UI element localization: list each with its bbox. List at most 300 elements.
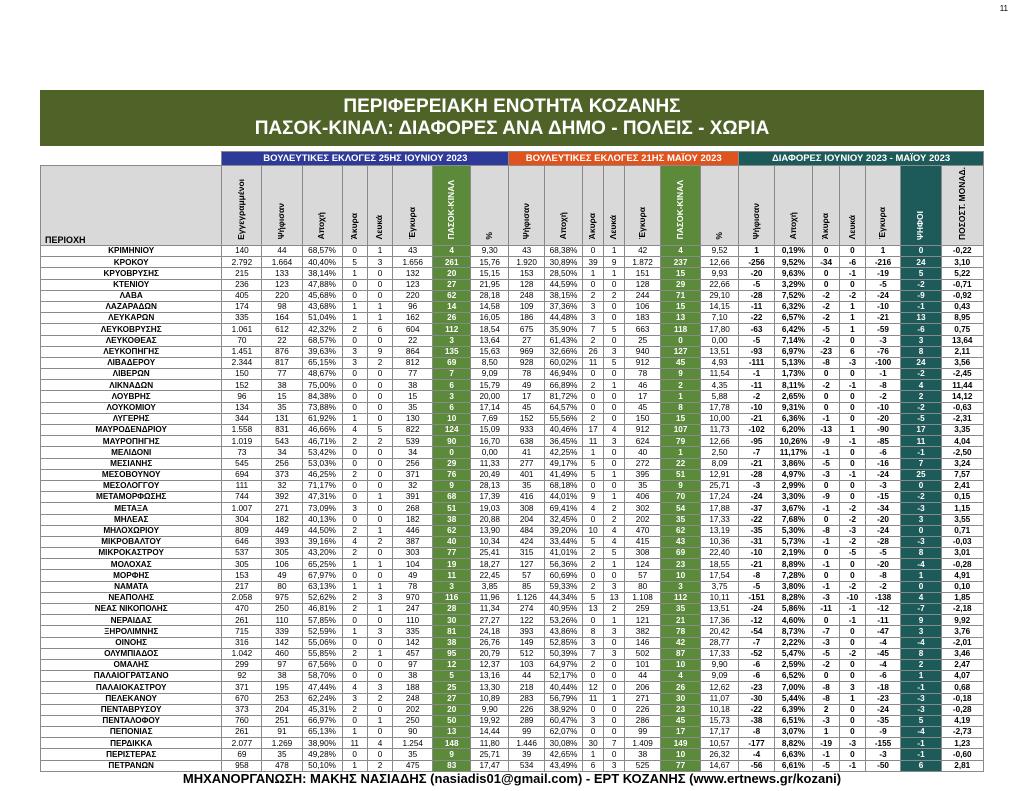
table-cell: -21 [739,458,775,469]
table-cell: 55,85% [302,648,342,659]
area-name-cell: ΚΡΙΜΗΝΙΟΥ [41,246,222,257]
table-cell: 60,47% [545,715,583,726]
table-cell: 3 [433,581,471,592]
table-cell: 817 [262,357,302,368]
table-cell: 1 [604,559,625,570]
table-cell: -24 [865,525,901,536]
table-cell: 37,36% [545,301,583,312]
table-cell: -1 [901,301,941,312]
table-cell: 52,85% [545,637,583,648]
table-cell: 1.108 [625,592,661,603]
table-cell: 0 [840,335,865,346]
table-cell: -13 [812,425,839,436]
footer-credit: ΜΗΧΑΝΟΡΓΑΝΩΣΗ: ΜΑΚΗΣ ΝΑΣΙΑΔΗΣ (nasiadis01@gmail.com) - ΕΡΤ ΚΟΖΑΝΗΣ (www.ertnews.gr/kozani) [182,771,842,786]
table-cell: 3 [367,626,392,637]
column-header-diff-4 [865,166,901,246]
table-cell: 6 [901,760,941,771]
column-header-label: Αποχή [787,212,798,240]
table-cell: 2.792 [222,257,262,268]
table-cell: 28,50% [545,268,583,279]
table-cell: 401 [509,469,545,480]
table-row [41,548,984,559]
table-cell: 35 [393,402,433,413]
table-cell: 20 [433,268,471,279]
table-cell: 415 [625,536,661,547]
table-cell: -34 [865,503,901,514]
table-cell: 20,88 [471,514,509,525]
table-cell: 8,09 [701,458,739,469]
table-cell: 933 [509,425,545,436]
table-cell: 1 [367,559,392,570]
table-cell: 0 [840,727,865,738]
column-header-label: % [483,231,494,240]
table-cell: 1 [583,749,604,760]
table-cell: -3 [865,480,901,491]
table-cell: 70 [661,492,701,503]
table-cell: 47,44% [302,682,342,693]
table-cell: 271 [262,503,302,514]
table-cell: 10,26% [774,436,812,447]
table-cell: 57,85% [302,615,342,626]
table-cell: 3 [342,346,367,357]
table-cell: 3,75 [701,581,739,592]
table-cell: 2 [342,525,367,536]
table-cell: 182 [262,514,302,525]
table-cell: 277 [509,458,545,469]
table-cell: 5 [433,671,471,682]
table-cell: -0,63 [941,402,983,413]
table-row [41,749,984,760]
table-cell: 335 [393,626,433,637]
table-cell: 0 [367,391,392,402]
table-cell: 0 [901,246,941,257]
table-cell: 188 [393,682,433,693]
table-cell: 2 [583,581,604,592]
table-cell: 0,75 [941,324,983,335]
table-cell: 2 [342,592,367,603]
table-cell: 3 [583,715,604,726]
area-name-cell: ΜΕΣΟΒΟΥΝΟΥ [41,469,222,480]
table-cell: 62 [433,290,471,301]
table-row [41,257,984,268]
column-header-diff-0 [739,166,775,246]
table-cell: 64,57% [545,402,583,413]
table-cell: 49 [509,380,545,391]
table-cell: 975 [262,592,302,603]
table-cell: 50,39% [545,648,583,659]
table-cell: 27 [509,335,545,346]
table-cell: 7,52% [774,290,812,301]
table-row [41,492,984,503]
table-cell: 28,18 [471,290,509,301]
results-table [40,151,984,772]
table-cell: 0 [367,727,392,738]
table-cell: 13 [433,727,471,738]
table-cell: 62,24% [302,693,342,704]
table-cell: 148 [433,738,471,749]
table-cell: 484 [509,525,545,536]
table-cell: 13,51 [701,604,739,615]
table-cell: -1 [812,413,839,424]
table-cell: 5 [604,357,625,368]
table-cell: -0,92 [941,290,983,301]
table-cell: -24 [739,492,775,503]
table-cell: -2,45 [941,369,983,380]
table-cell: 0 [342,659,367,670]
table-cell: 2 [367,536,392,547]
table-cell: 9,93 [701,268,739,279]
table-cell: 42 [625,246,661,257]
table-cell: 2 [604,514,625,525]
column-header-area: ΠΕΡΙΟΧΗ [41,166,222,246]
table-cell: 17,36 [701,615,739,626]
table-cell: 46,25% [302,469,342,480]
table-cell: 1 [812,727,839,738]
table-cell: 1 [604,268,625,279]
table-row [41,458,984,469]
table-cell: 537 [222,548,262,559]
table-cell: 0 [604,413,625,424]
table-cell: 11,80 [471,738,509,749]
table-cell: 10 [661,749,701,760]
column-header-label: Άκυρα [348,213,359,240]
table-cell: 0 [342,749,367,760]
table-cell: 9,52% [774,257,812,268]
table-cell: 470 [222,604,262,615]
table-cell: 0 [367,402,392,413]
table-cell: 25 [433,682,471,693]
table-cell: -30 [739,693,775,704]
table-cell: 40,13% [302,514,342,525]
column-header-label: ΠΟΣΟΣΤ. ΜΟΝΑΔ. [956,166,967,240]
table-cell: 29 [661,279,701,290]
table-cell: 14,67 [701,760,739,771]
table-cell: -138 [865,592,901,603]
table-cell: 46,94% [545,369,583,380]
table-cell: 76 [433,469,471,480]
table-cell: -4 [901,559,941,570]
column-header-label: Άκυρα [820,213,831,240]
column-header-label: Λευκά [374,215,385,240]
area-name-cell: ΜΟΡΦΗΣ [41,570,222,581]
table-row [41,301,984,312]
table-cell: 0 [812,615,839,626]
table-cell: 2 [583,413,604,424]
table-cell: -3 [865,335,901,346]
table-cell: 0 [367,570,392,581]
table-cell: 470 [625,525,661,536]
table-cell: 29 [433,458,471,469]
table-cell: 68,57% [302,335,342,346]
table-cell: 110 [262,615,302,626]
table-cell: 0 [604,402,625,413]
table-cell: -9 [812,436,839,447]
area-name-cell: ΠΕΝΤΑΛΟΦΟΥ [41,715,222,726]
table-cell: 11 [342,738,367,749]
table-cell: 84,38% [302,391,342,402]
column-header-label: Ψήφισαν [750,203,761,240]
table-cell: 3,10 [941,257,983,268]
table-cell: 261 [222,727,262,738]
table-cell: 0 [840,671,865,682]
table-cell: 373 [262,469,302,480]
table-cell: 97 [262,659,302,670]
table-cell: 77 [661,760,701,771]
table-cell: 42,32% [302,324,342,335]
table-row [41,425,984,436]
table-cell: 3 [901,514,941,525]
table-cell: 8 [901,548,941,559]
table-cell: 876 [262,346,302,357]
column-header-label: % [713,231,724,240]
table-cell: 5 [342,257,367,268]
table-cell: 694 [222,469,262,480]
table-cell: -3 [901,704,941,715]
table-cell: 4,97% [774,469,812,480]
table-cell: 90 [393,727,433,738]
table-cell: 5 [367,425,392,436]
table-cell: 395 [625,469,661,480]
table-cell: 1 [367,525,392,536]
table-cell: 99 [625,727,661,738]
table-cell: 646 [222,536,262,547]
table-cell: 0 [604,301,625,312]
table-cell: 38,14% [302,268,342,279]
table-cell: 0 [583,671,604,682]
table-cell: 220 [262,290,302,301]
table-cell: 26 [661,682,701,693]
table-cell: -3 [812,592,839,603]
table-cell: 40,46% [545,425,583,436]
table-cell: 256 [262,458,302,469]
table-cell: -22 [739,514,775,525]
table-cell: -3 [739,480,775,491]
table-cell: 50,10% [302,760,342,771]
table-cell: 15 [661,268,701,279]
table-cell: 4 [367,738,392,749]
area-name-cell: ΛΟΥΒΡΗΣ [41,391,222,402]
table-cell: 35 [509,480,545,491]
table-cell: 6 [367,324,392,335]
table-cell: 0 [604,447,625,458]
table-cell: 0 [812,246,839,257]
table-cell: -1 [901,749,941,760]
table-cell: 3,07% [774,727,812,738]
table-cell: 3,46 [941,648,983,659]
table-cell: 9,09 [701,671,739,682]
table-cell: 20,79 [471,648,509,659]
table-cell: 43 [661,536,701,547]
table-cell: 2 [604,290,625,301]
table-cell: 0 [840,369,865,380]
table-cell: -1 [812,559,839,570]
table-cell: -5 [865,548,901,559]
table-cell: 44,48% [545,313,583,324]
section-header-row [41,152,984,166]
table-cell: 1,85 [941,592,983,603]
table-cell: 5 [901,268,941,279]
table-cell: 17,33 [701,648,739,659]
area-name-cell: ΟΛΥΜΠΙΑΔΟΣ [41,648,222,659]
table-cell: 371 [393,469,433,480]
table-cell: 7,69 [471,413,509,424]
table-cell: 25,71 [701,480,739,491]
table-cell: 26,76 [471,637,509,648]
table-cell: -1 [865,369,901,380]
table-cell: 3 [342,693,367,704]
table-cell: 30 [583,738,604,749]
table-cell: 43,68% [302,301,342,312]
table-cell: 302 [625,503,661,514]
table-cell: -2,50 [941,447,983,458]
table-cell: 0 [604,335,625,346]
table-cell: 17 [583,425,604,436]
table-cell: 24 [901,357,941,368]
table-cell: -12 [865,604,901,615]
table-cell: -56 [739,760,775,771]
table-cell: -4 [865,637,901,648]
table-cell: 0 [583,570,604,581]
table-cell: -6 [865,447,901,458]
table-cell: -0,60 [941,749,983,760]
table-cell: 17 [625,391,661,402]
table-cell: 47,88% [302,279,342,290]
area-name-cell: ΛΕΥΚΟΒΡΥΣΗΣ [41,324,222,335]
table-cell: 13 [604,592,625,603]
table-cell: -256 [739,257,775,268]
table-row [41,503,984,514]
table-cell: 78 [509,369,545,380]
table-cell: 13,90 [471,525,509,536]
table-cell: 0 [840,279,865,290]
table-cell: -11 [739,301,775,312]
table-cell: 4 [901,592,941,603]
area-name-cell: ΟΜΑΛΗΣ [41,659,222,670]
table-cell: 5 [901,715,941,726]
table-cell: 0 [367,749,392,760]
table-cell: 39,20% [545,525,583,536]
table-cell: 18,27 [471,559,509,570]
table-cell: 0 [342,290,367,301]
table-cell: 1 [865,246,901,257]
table-cell: 11 [583,693,604,704]
table-cell: 6,52% [774,671,812,682]
table-cell: 11,17% [774,447,812,458]
table-cell: 14 [433,301,471,312]
table-cell: 0 [604,715,625,726]
table-row [41,715,984,726]
table-cell: 0 [367,671,392,682]
table-cell: 373 [222,704,262,715]
table-cell: -111 [739,357,775,368]
table-cell: 3,86% [774,458,812,469]
table-cell: 0 [342,246,367,257]
table-cell: -23 [812,346,839,357]
table-cell: 98 [262,301,302,312]
table-cell: 0 [342,391,367,402]
table-cell: 612 [262,324,302,335]
table-cell: 13 [901,313,941,324]
table-cell: 1 [367,301,392,312]
table-cell: 8,82% [774,738,812,749]
table-cell: 28,13 [471,480,509,491]
table-cell: 2 [367,693,392,704]
table-cell: 220 [393,290,433,301]
table-cell: 44,50% [302,525,342,536]
table-cell: 6,39% [774,704,812,715]
table-cell: 77 [262,369,302,380]
table-cell: 9 [901,615,941,626]
table-cell: -4 [739,749,775,760]
table-cell: 0 [812,570,839,581]
table-cell: 59,33% [545,581,583,592]
table-cell: 4 [433,246,471,257]
table-cell: 69,41% [545,503,583,514]
table-cell: 96 [393,301,433,312]
table-cell: 11 [583,357,604,368]
table-cell: 42 [661,637,701,648]
table-cell: -3 [812,469,839,480]
table-cell: -8 [812,682,839,693]
table-cell: 151 [625,268,661,279]
table-cell: 85 [509,581,545,592]
table-cell: 5,86% [774,604,812,615]
table-cell: 2 [583,290,604,301]
table-cell: 0,68 [941,682,983,693]
table-cell: 5 [583,592,604,603]
table-cell: -20 [865,514,901,525]
table-cell: -59 [865,324,901,335]
area-name-cell: ΠΕΠΟΝΙΑΣ [41,727,222,738]
table-cell: 51 [433,503,471,514]
table-cell: 6,42% [774,324,812,335]
table-cell: 32,45% [545,514,583,525]
table-cell: -3 [901,503,941,514]
table-cell: 624 [625,436,661,447]
table-cell: -8 [865,380,901,391]
table-row [41,391,984,402]
table-cell: -5 [739,335,775,346]
table-cell: 45 [661,715,701,726]
table-cell: 38 [625,749,661,760]
table-cell: 25 [625,335,661,346]
table-cell: 70 [222,335,262,346]
table-cell: 44 [509,671,545,682]
table-cell: 2 [583,548,604,559]
table-cell: 10,57 [701,738,739,749]
table-cell: 46 [625,380,661,391]
table-cell: -2 [812,313,839,324]
table-cell: 6,57% [774,313,812,324]
table-cell: 969 [509,346,545,357]
table-cell: 15 [661,301,701,312]
table-cell: 387 [393,536,433,547]
table-cell: 0 [840,391,865,402]
table-cell: 17,47 [471,760,509,771]
table-cell: 87 [661,648,701,659]
table-cell: 35 [262,402,302,413]
table-cell: 15,73 [701,715,739,726]
table-cell: 41,49% [545,469,583,480]
table-cell: 2,59% [774,659,812,670]
table-cell: 43,49% [545,760,583,771]
table-cell: 0 [367,369,392,380]
table-cell: -24 [865,704,901,715]
table-cell: 35 [661,604,701,615]
table-cell: -18 [865,682,901,693]
table-cell: 2 [583,559,604,570]
table-cell: 15,63 [471,346,509,357]
